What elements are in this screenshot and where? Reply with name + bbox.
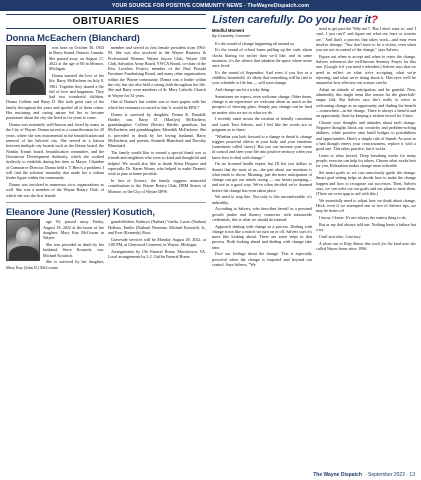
paragraph: Sometimes we expect, even welcome change. Other times, change is an experience we welcome about as much as the prospect of chewing glass. Simply put, change can be hard no matter who we are or what we do. <box>212 93 312 115</box>
paragraph: In lieu of flowers, the family suggests memorial contributions to the Wayne Rotary Club, DBM Sisters of Monroe, or the City of Wayne DPW. <box>108 178 206 194</box>
column-section <box>212 12 416 468</box>
obituary-name: Donna McEachern (Blanchard) <box>6 32 140 43</box>
paragraph: Approach dealing with change as a process. Dealing with change is not like a switch we turn on or off. Salvers says it's more like looking ahead. There are some steps in that process. Both looking ahead and dealing with change take time. <box>212 223 312 250</box>
paragraph: Set smart goals so we can consciously guide the change. Smart goal setting helps us decide how to make the change happen and how to recognize our successes. Then, Salvers says, we can write out our goals and our plans to meet them. (There are even apps to aid with this.) <box>316 170 416 196</box>
paragraph: We need to stop this. Not only is this uncomfortable, it's unhealthy. <box>212 194 312 205</box>
headline-text: Listen carefully. Do you hear it <box>212 14 372 26</box>
column-name: Mindful Moment <box>212 28 245 33</box>
top-banner <box>0 0 421 11</box>
paragraph: Donna was extremely well-known and loved by many in the City of Wayne. Donna served as a councilwoman for 20 years, where she was instrumental in the beautification and renewal of her beloved city. She served as a liaison between multiple city boards such as the library board, the Nankin Transit board, beautification committee, and the Downtown Development Authority, which she worked tirelessly to establish during her time as Mayor. Chamber of Commerce Director. Donna held a '5' Hero's a problem. I will find the solution' mentality that made her a valiant leader figure within the community. <box>6 122 104 181</box>
sign-off: Until next time, Courtney <box>319 233 361 239</box>
column-headline <box>212 14 416 26</box>
paragraph: A shout out to Kitty Simon this week for the kind note she called Wayne home since 1996. <box>316 240 416 251</box>
divider <box>6 202 206 203</box>
paragraph: Donna married the love of her life, Barry McEachern on July 8, 1961. Together they shared a life full of love and happiness. They had two wonderful children, Donna Colleen and Barry D. She took great care of her family throughout the years and spoiled all of them rotten. Her nurturing and caring nature led her to become passionate about the city she lived in for years to come. <box>6 72 104 121</box>
obituary-name: Eleanore June (Ressler) Kosutich, <box>6 206 155 218</box>
column-body <box>212 26 416 269</box>
publication-name: The Wayne Dispatch <box>313 472 362 478</box>
paragraph: Choose your thoughts and attitudes about each change. Negative thoughts block our creativity and problem-solving abilities, while positive ones build bridges to possibilities and opportunities. Here's a simple rule of thumb: As soon as a bad thought enters your consciousness, replace it with a good one. This takes practice, but it works. <box>316 119 416 151</box>
banner-text: YOUR SOURCE FOR POSITIVE COMMUNITY NEWS - TheWayneDispatch.com <box>111 2 310 9</box>
paragraph: She is survived by her daughter, Mary Kay (John D.) McCowan; <box>6 259 104 270</box>
headline-question-mark: ? <box>371 14 378 26</box>
paragraph: Graveside services will be Monday August 29, 2022, at 1:00 PM, at Glenwood Cemetery in Wayne, Michigan. <box>108 236 206 247</box>
portrait-photo <box>6 45 46 95</box>
author-byline: By Courtney Conover <box>212 33 251 39</box>
paragraph: It's the sound of school buses pulling up the curb, alarm clocks blaring for earlier than we'd like, and in some instances, it's the silence that inhabits the space where noise once lived. <box>212 47 312 68</box>
paragraph: According to Salvers, who describes herself as a personal growth junkie and fluency connector with nationwide credentials, this is what we should do instead: <box>212 206 312 222</box>
paragraph: She was preceded in death by her husband, Steve Kosutich, son, Michael Kosutich. <box>43 242 104 258</box>
paragraph: I'm no licensed health expert, but I'll bet you dollars to donuts that the most of us—the part about our emotions is what tends to throw. Meaning, just the mere anticipation of change can get our minds racing — our hearts pumping—and not in a good way. We've often decided we're doomed before the change has even taken place. <box>212 161 312 193</box>
page-footer <box>0 470 421 480</box>
paragraph: One of Donna's last wishes was to have papers with her which her remnants occurred so that 'it would be EPIC!' <box>108 99 206 110</box>
paragraph: Donna is survived by daughter, Donna K. Randall; Hardie; son, Barry D. (Marilyn) McEachern; granddaughter, Colleen (Kevin) Hardie; grandson, Ian McEachern; and granddaughter, Meredith McEachern. She is preceded in death by her loving husband, Barry McEachern, and parents, Kenneth Blanchard and Dorothy Blanchard. <box>108 111 206 149</box>
paragraph: "Whether you look forward to a change or dread it, change triggers powerful effects in your body and your emotions (sometimes called 'stress'). But you can increase your sense of control and steer your life into positive territory when you know how to deal with change." <box>212 133 312 160</box>
paragraph: Face our feelings about the change. This is especially powerful when the change is imposed and beyond our control. Says Salvers, "We <box>212 251 312 267</box>
obituaries-section <box>6 12 206 468</box>
paragraph: And change can be a tricky thing. <box>215 87 271 92</box>
issue-and-page: · September 2022 · 13 <box>364 472 415 478</box>
obituary-column <box>6 219 104 271</box>
section-title: OBITUARIES <box>6 14 206 29</box>
paragraph: Arrangements by Uht Funeral Home, Morristown, VA. Local arrangements by L.J. Griffin Funeral Home. <box>108 248 206 260</box>
paragraph: But as my dad always told me: Nothing beats a failure but a try. <box>316 221 416 232</box>
paragraph: grandchildren, Kathryn (Nathan) Vuelta, Lucas (Nathan) Hollons, Emilie (Nathan) Newman, Michael Kosutich, Jr., and Ever (Kennedy) Ross. <box>108 219 206 235</box>
paragraph: was born on October 30, 1943 in Barry Sound, Ontario, Canada. She passed away on August 17, 2022 at the age of 80 in Monroe, Michigan. <box>49 45 104 72</box>
paragraph: Figure out when to accept and when to reject the change. Salvers references the well-known Serenity Prayer for this one. (Google it if you need a refresher.) Salvers says that we need to reflect on what we're accepting, what we're rejecting, and what we're doing about it. Hits eyes we'll be amazed at how effective our actions can be. <box>316 53 416 85</box>
paragraph: We essentially need to adjust how we think about change. Heck, even if we attempted one or two of Salvers tips, we may be better off. <box>316 197 416 214</box>
article-column <box>212 26 312 269</box>
paragraph: The family would like to extend a special thank you to friends and neighbors who were so kind and thoughtful and helpful. We would also like to thank Arbor Hospice and especially Dr. Karen Wozny who helped to make Donna's wish to pass at home possible. <box>108 150 206 177</box>
paragraph: I know, I know. It's not always the easiest thing to do. <box>319 215 407 220</box>
paragraph: member and served as first female president from 1992-93. She was also involved in the Wayne Business & Professional Women, Wayne Jaycee Club, Wayne 100 Club, Salvation Army Board, YWCA Board, co-chair of the Kiss Loveless Project, member of the Paul Prusaki Furniture Fundraising Board, and many other organizations within the Wayne community. Donna was a leader within the city, but she also held a strong faith throughout her life. She and Barry were members of St. Mary Catholic Church in Wayne for 54 years. <box>108 45 206 98</box>
paragraph: It's the sound of September. And even if you live in a childless household, it's likely that something will be tied to your schedule or life has — will soon change. <box>212 69 312 86</box>
paragraph: I recently came across the wisdom of friendly consultant and coach Terri Salvers, and I feel like her words are so poignant as to share: <box>212 116 312 132</box>
paragraph: Learn to relax (more). Deep breathing works for many people, exercise can help for others. Choose what works best for you. Relaxation makes change more tolerable. <box>316 152 416 169</box>
paragraph: Adopt an attitude of anticipation, and be grateful. Now, admittedly, this might seem like torture for the glass-half-empty folk. But Salvers says she's really to strive to welcoming change as an opportunity and finding the benefit—somewhere—in the change. There is always a benefit and an opportunity. Start by keeping a written record for 3 days. <box>316 86 416 118</box>
paragraph: Donna was involved in numerous civic organizations as well. She was a member of the Wayne Rotary Club, of which she was the first female <box>6 181 104 198</box>
paragraph: need to get past the 'Why me?', 'But I don't want to', and 'I can't, I just can't!' and figure out what our fears or worries are." And that's a process that takes work—and may even involve therapy. "You don't have to be a victim, even when you are not in control of the change," says Salvers. <box>316 26 416 52</box>
obituary-column <box>108 219 206 271</box>
obituary-column <box>108 45 206 199</box>
obituary-column <box>6 45 104 199</box>
paragraph: It's the sound of change happening all around us. <box>215 40 295 46</box>
portrait-photo <box>6 219 40 261</box>
obituary-body <box>6 45 206 199</box>
paragraph: age 93, passed away Friday, August 19, 2022 at the home of her daughter, Mary Kay McCowan in Wayne. <box>43 219 104 241</box>
obituary-body <box>6 219 206 271</box>
article-column <box>316 26 416 269</box>
